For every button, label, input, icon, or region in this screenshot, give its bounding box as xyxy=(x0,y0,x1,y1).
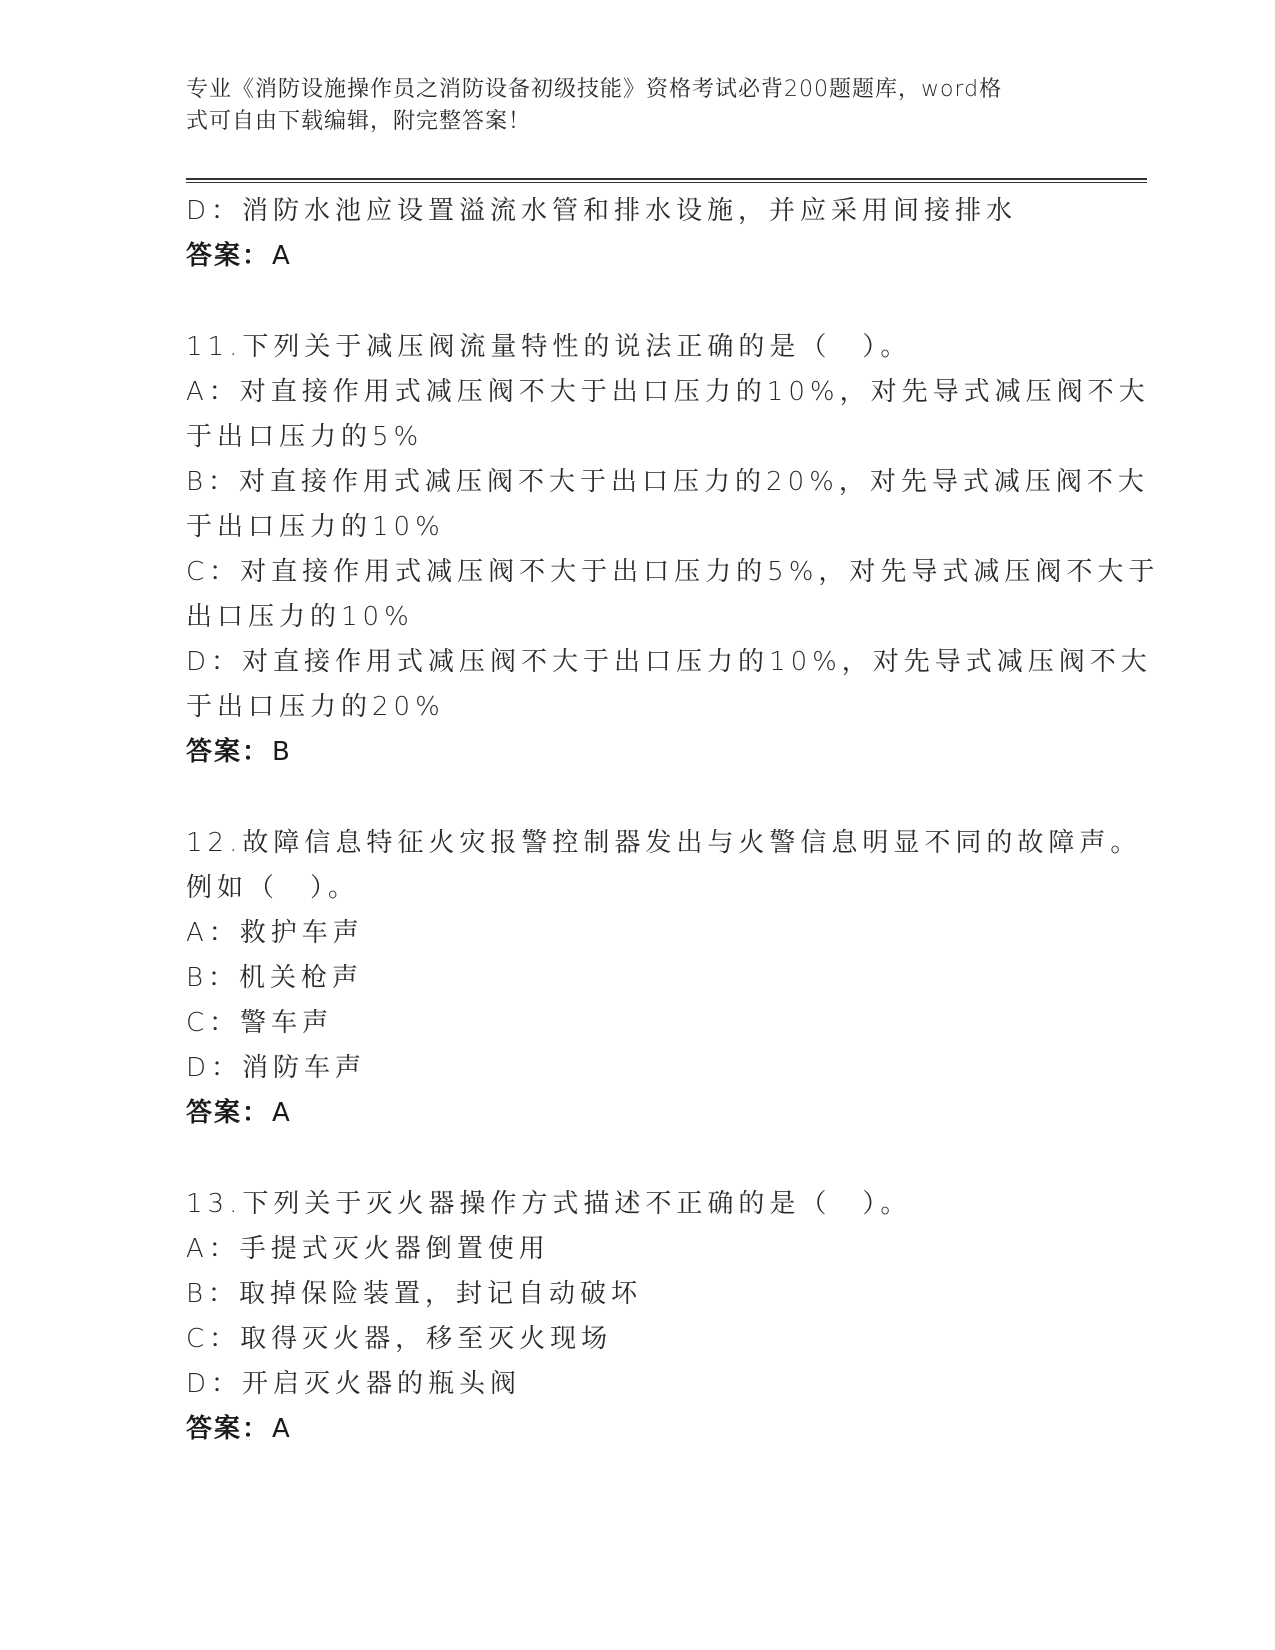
answer-value: B xyxy=(272,737,292,767)
header-divider-thin xyxy=(186,182,1147,183)
option-b: B：取掉保险装置，封记自动破坏 xyxy=(186,1279,643,1309)
answer-value: A xyxy=(272,1098,292,1128)
answer-label: 答案： xyxy=(186,241,271,271)
option-c-cont: 出口压力的10% xyxy=(186,602,414,632)
header-line-1: 专业《消防设施操作员之消防设备初级技能》资格考试必背200题题库，word格 xyxy=(186,77,1003,102)
option-a: A：救护车声 xyxy=(186,918,364,948)
question-stem: 11.下列关于减压阀流量特性的说法正确的是（ ）。 xyxy=(186,332,912,362)
option-d: D：开启灭火器的瓶头阀 xyxy=(186,1369,522,1399)
question-12 xyxy=(186,821,1142,1136)
option-d-cont: 于出口压力的20% xyxy=(186,692,445,722)
answer xyxy=(186,1407,1086,1452)
question-13 xyxy=(186,1182,1086,1452)
question-stem: 12.故障信息特征火灾报警控制器发出与火警信息明显不同的故障声。 xyxy=(186,828,1142,858)
document-header xyxy=(186,74,1086,138)
question-stem-cont: 例如（ ）。 xyxy=(186,873,360,903)
answer xyxy=(186,234,1086,279)
header-line-2: 式可自由下载编辑，附完整答案！ xyxy=(186,109,532,134)
question-list xyxy=(186,189,1160,1452)
question-stem: 13.下列关于灭火器操作方式描述不正确的是（ ）。 xyxy=(186,1189,912,1219)
option-c: C：对直接作用式减压阀不大于出口压力的5%，对先导式减压阀不大于 xyxy=(186,557,1160,587)
header-divider-thick xyxy=(186,178,1147,180)
answer xyxy=(186,1091,1086,1136)
option-d: D：消防车声 xyxy=(186,1053,367,1083)
option-a-cont: 于出口压力的5% xyxy=(186,422,424,452)
option-b: B：对直接作用式减压阀不大于出口压力的20%，对先导式减压阀不大 xyxy=(186,467,1149,497)
option-a: A：对直接作用式减压阀不大于出口压力的10%，对先导式减压阀不大 xyxy=(186,377,1150,407)
answer-label: 答案： xyxy=(186,1098,271,1128)
answer-label: 答案： xyxy=(186,737,271,767)
answer-value: A xyxy=(272,1414,292,1444)
option-b: B：机关枪声 xyxy=(186,963,364,993)
question-10-tail xyxy=(186,189,1086,279)
answer xyxy=(186,730,1086,775)
answer-label: 答案： xyxy=(186,1414,271,1444)
option-d: D：消防水池应设置溢流水管和排水设施，并应采用间接排水 xyxy=(186,196,1018,226)
option-c: C：取得灭火器，移至灭火现场 xyxy=(186,1324,613,1354)
option-b-cont: 于出口压力的10% xyxy=(186,512,445,542)
option-c: C：警车声 xyxy=(186,1008,334,1038)
spacer xyxy=(186,775,1086,821)
option-d: D：对直接作用式减压阀不大于出口压力的10%，对先导式减压阀不大 xyxy=(186,647,1152,677)
option-a: A：手提式灭火器倒置使用 xyxy=(186,1234,550,1264)
question-11 xyxy=(186,325,1160,775)
spacer xyxy=(186,1136,1086,1182)
spacer xyxy=(186,279,1086,325)
answer-value: A xyxy=(272,241,292,271)
